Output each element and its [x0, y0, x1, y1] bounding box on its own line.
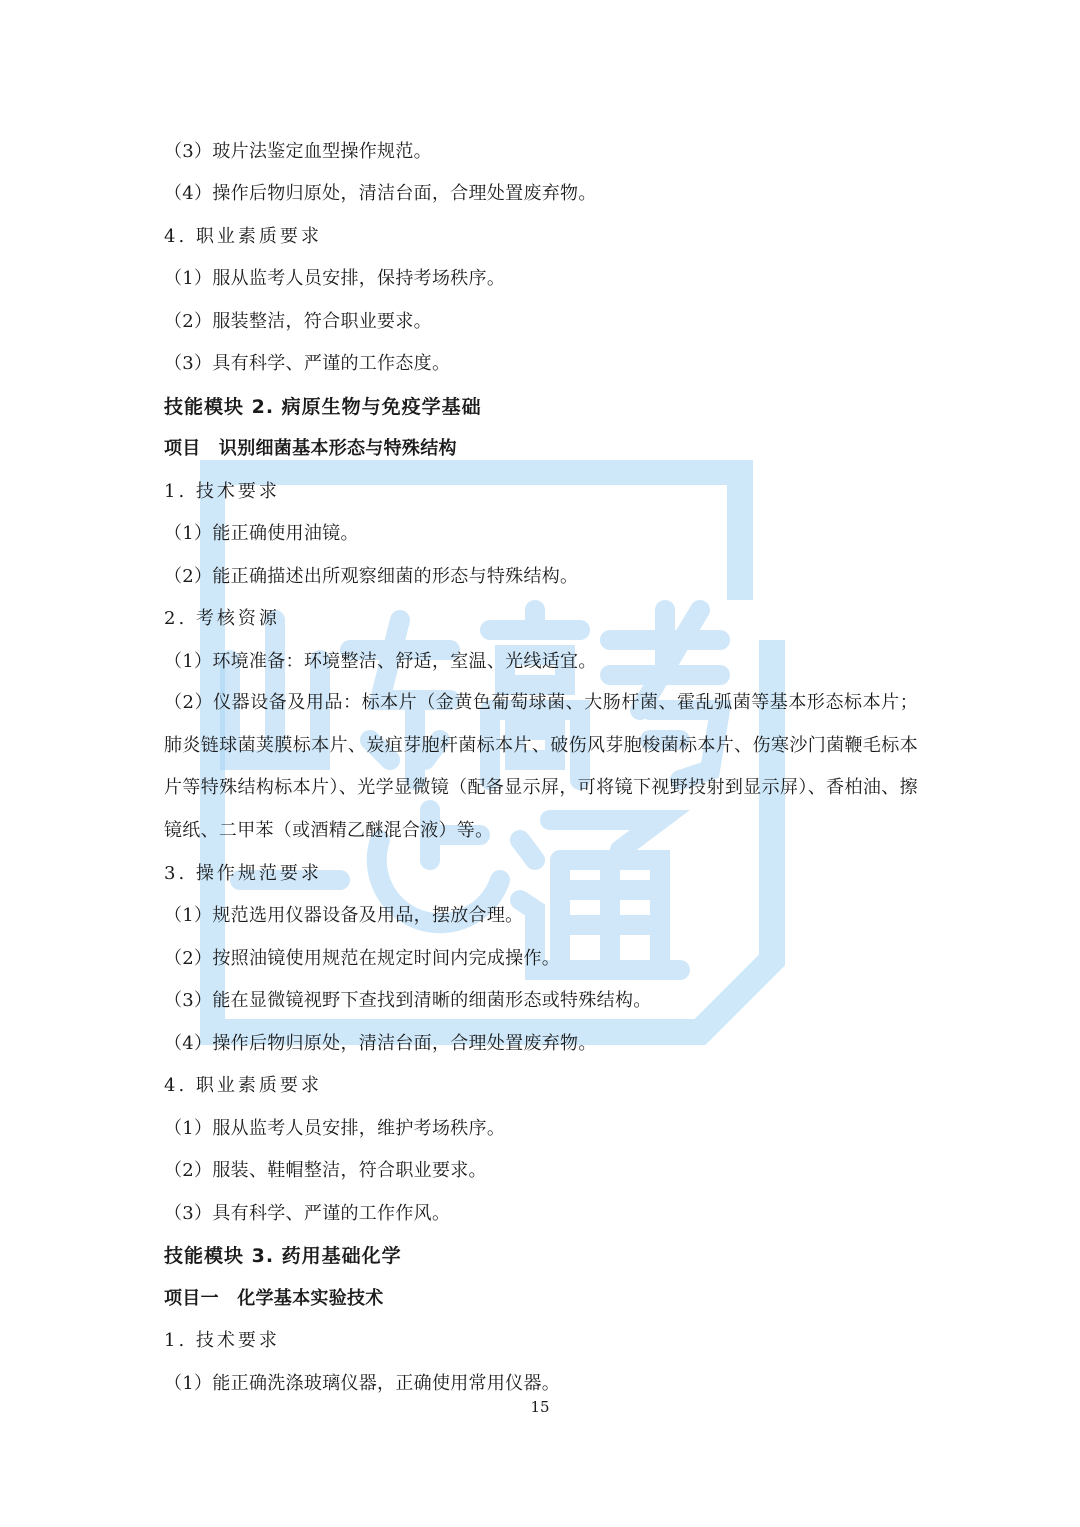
module-heading-3: 技能模块 3. 药用基础化学 — [164, 1245, 402, 1267]
section-heading-professional-quality: 4. 职业素质要求 — [164, 226, 322, 247]
procedure-item-4: （4）操作后物归原处，清洁台面，合理处置废弃物。 — [164, 183, 597, 204]
section-heading-operation: 3. 操作规范要求 — [164, 863, 322, 884]
resource-item-2: （2）仪器设备及用品：标本片（金黄色葡萄球菌、大肠杆菌、霍乱弧菌等基本形态标本片；肺炎链球菌荚膜标本片、炭疽芽胞杆菌标本片、破伤风芽胞梭菌标本片、伤寒沙门菌鞭毛标本片等特殊结构标本片）、光学显微镜（配备显示屏，可将镜下视野投射到显示屏）、香柏油、擦镜纸、二甲苯（或酒精乙醚混合液）等。 — [164, 692, 918, 841]
module-heading-2: 技能模块 2. 病原生物与免疫学基础 — [164, 396, 482, 418]
operation-item-2: （2）按照油镜使用规范在规定时间内完成操作。 — [164, 948, 561, 969]
quality2-item-3: （3）具有科学、严谨的工作作风。 — [164, 1203, 451, 1224]
operation-item-3: （3）能在显微镜视野下查找到清晰的细菌形态或特殊结构。 — [164, 990, 652, 1011]
quality2-item-1: （1）服从监考人员安排，维护考场秩序。 — [164, 1118, 506, 1139]
operation-item-1: （1）规范选用仪器设备及用品，摆放合理。 — [164, 905, 524, 926]
quality-item-3: （3）具有科学、严谨的工作态度。 — [164, 353, 451, 374]
project-heading-1: 项目一 化学基本实验技术 — [164, 1288, 384, 1309]
section-heading-technical: 1. 技术要求 — [164, 481, 280, 502]
operation-item-4: （4）操作后物归原处，清洁台面，合理处置废弃物。 — [164, 1033, 597, 1054]
technical-item-2: （2）能正确描述出所观察细菌的形态与特殊结构。 — [164, 566, 579, 587]
quality-item-1: （1）服从监考人员安排，保持考场秩序。 — [164, 268, 506, 289]
quality-item-2: （2）服装整洁，符合职业要求。 — [164, 311, 432, 332]
page-number: 15 — [530, 1398, 550, 1416]
section-heading-resources: 2. 考核资源 — [164, 608, 280, 629]
technical3-item-1: （1）能正确洗涤玻璃仪器，正确使用常用仪器。 — [164, 1373, 561, 1394]
quality2-item-2: （2）服装、鞋帽整洁，符合职业要求。 — [164, 1160, 487, 1181]
section-heading-technical-3: 1. 技术要求 — [164, 1330, 280, 1351]
technical-item-1: （1）能正确使用油镜。 — [164, 523, 359, 544]
procedure-item-3: （3）玻片法鉴定血型操作规范。 — [164, 141, 432, 162]
resource-item-1: （1）环境准备：环境整洁、舒适，室温、光线适宜。 — [164, 651, 597, 672]
project-heading: 项目 识别细菌基本形态与特殊结构 — [164, 438, 457, 459]
section-heading-professional-quality-2: 4. 职业素质要求 — [164, 1075, 322, 1096]
